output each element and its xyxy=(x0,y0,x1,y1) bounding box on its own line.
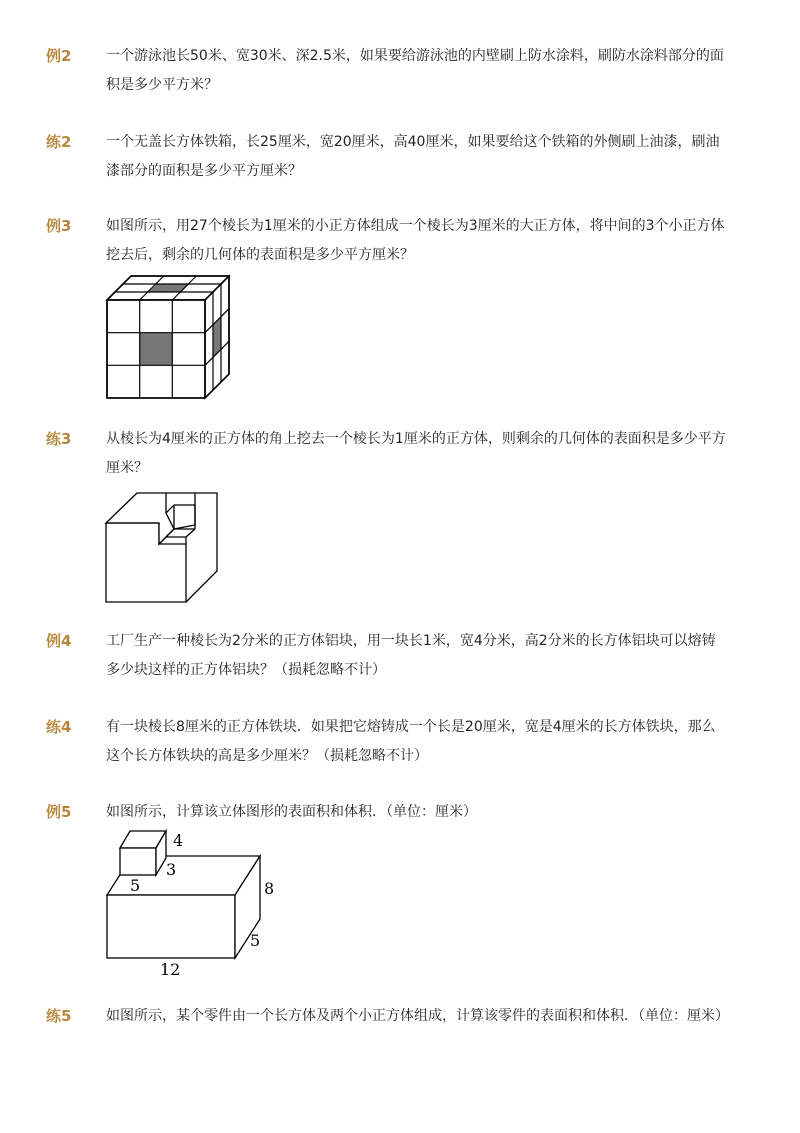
dim-big-depth: 5 xyxy=(250,931,261,950)
problem-text-pr5: 如图所示，某个零件由一个长方体及两个小正方体组成，计算该零件的表面积和体积．（单位：厘米） xyxy=(106,1008,729,1024)
problem-text-ex2: 一个游泳池长50米、宽30米、深2.5米，如果要给游泳池的内壁刷上防水涂料，刷防水涂料部分的面积是多少平方米？ xyxy=(106,48,724,93)
problem-label-pr2: 练2 xyxy=(46,133,72,151)
figure-stacked-cuboids xyxy=(100,825,300,980)
problem-text-ex5: 如图所示，计算该立体图形的表面积和体积．（单位：厘米） xyxy=(106,804,477,820)
problem-label-ex2: 例2 xyxy=(46,47,72,65)
problem-label-ex5: 例5 xyxy=(46,803,72,821)
problem-label-pr3: 练3 xyxy=(46,430,72,448)
figure-cube-corner-cut xyxy=(100,487,230,612)
problem-label-ex3: 例3 xyxy=(46,217,72,235)
dim-small-length: 5 xyxy=(130,876,141,895)
problem-label-ex4: 例4 xyxy=(46,632,72,650)
problem-text-pr4: 有一块棱长8厘米的正方体铁块．如果把它熔铸成一个长是20厘米，宽是4厘米的长方体铁块，那么这个长方体铁块的高是多少厘米？（损耗忽略不计） xyxy=(106,719,716,764)
dim-big-length: 12 xyxy=(160,960,181,979)
figure-cube-27 xyxy=(102,270,242,400)
problem-text-ex4: 工厂生产一种棱长为2分米的正方体铝块，用一块长1米，宽4分米，高2分米的长方体铝块可以熔铸多少块这样的正方体铝块？（损耗忽略不计） xyxy=(106,633,716,678)
problem-text-pr2: 一个无盖长方体铁箱，长25厘米，宽20厘米，高40厘米，如果要给这个铁箱的外侧刷上油漆，刷油漆部分的面积是多少平方厘米？ xyxy=(106,134,720,179)
dim-small-height: 4 xyxy=(173,831,184,850)
problem-text-pr3: 从棱长为4厘米的正方体的角上挖去一个棱长为1厘米的正方体，则剩余的几何体的表面积是多少平方厘米？ xyxy=(106,431,726,476)
problem-label-pr4: 练4 xyxy=(46,718,72,736)
dim-big-height: 8 xyxy=(264,879,275,898)
problem-text-ex3: 如图所示，用27个棱长为1厘米的小正方体组成一个棱长为3厘米的大正方体，将中间的3个小正方体挖去后，剩余的几何体的表面积是多少平方厘米？ xyxy=(106,218,725,263)
problem-label-pr5: 练5 xyxy=(46,1007,72,1025)
dim-small-depth: 3 xyxy=(166,860,177,879)
